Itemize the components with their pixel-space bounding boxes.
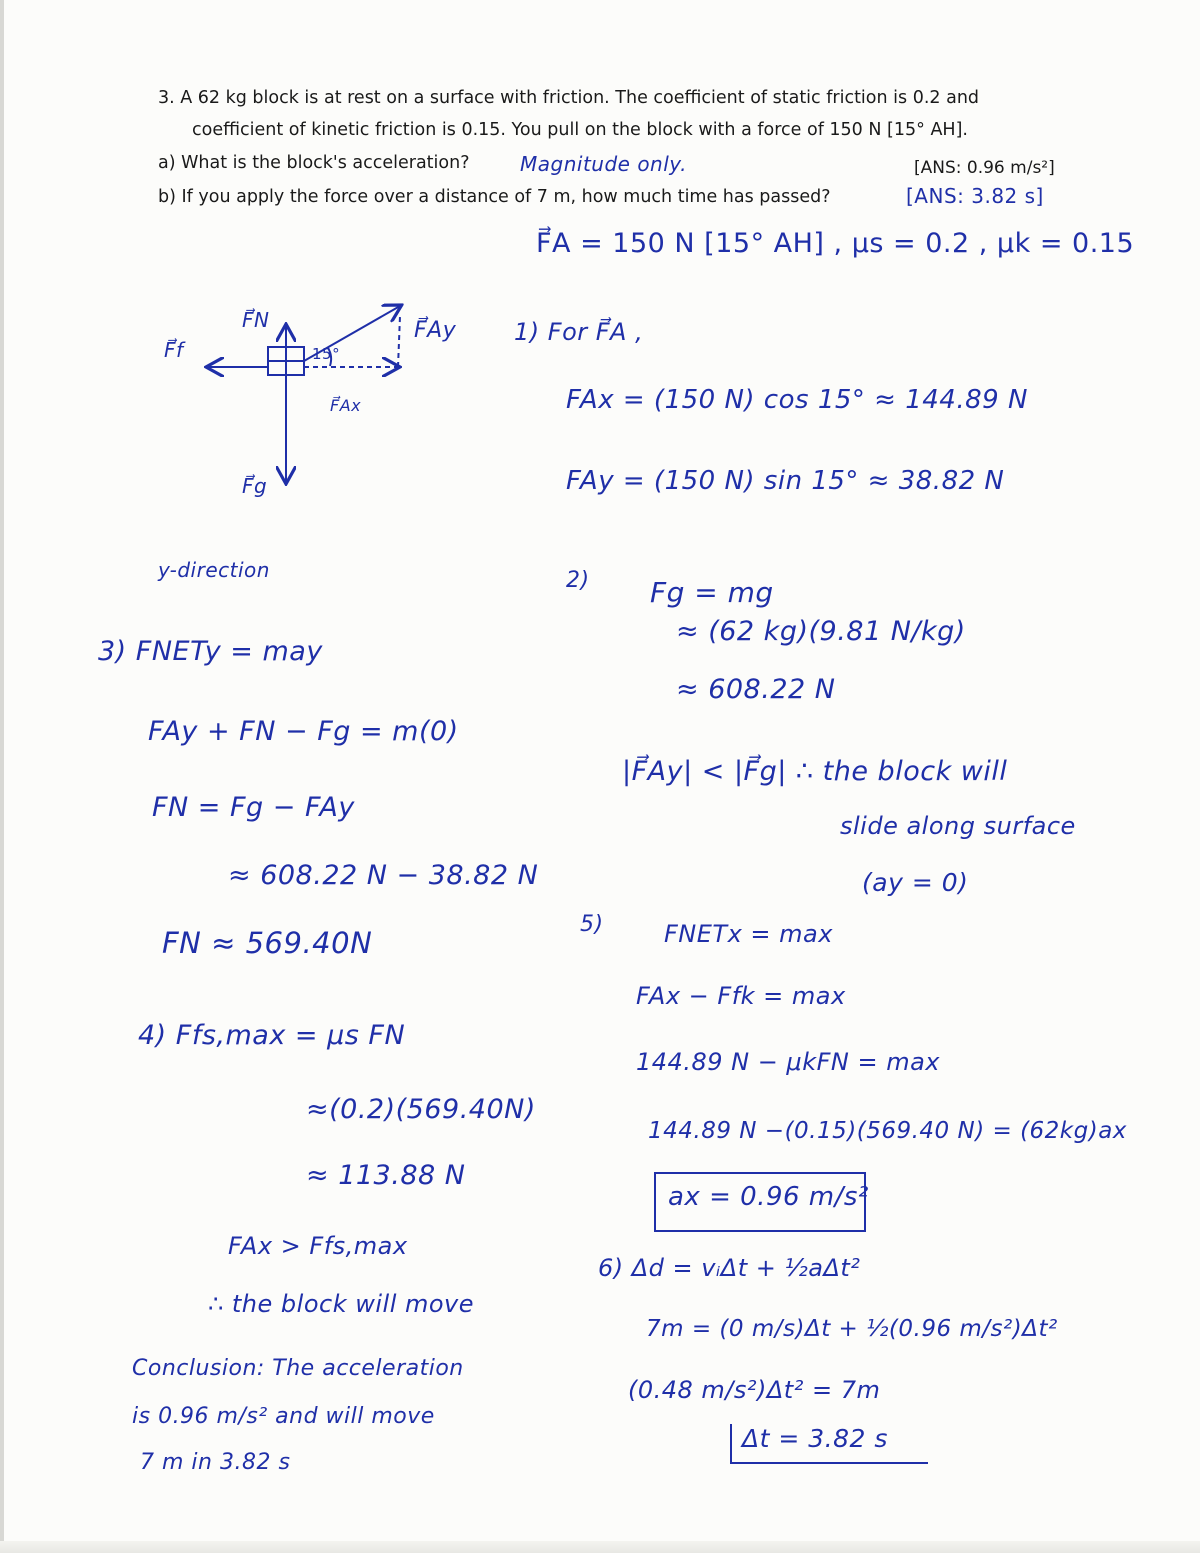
question-line-2: coefficient of kinetic friction is 0.15. You pull on the block with a force of 150 N [15° AH]. bbox=[192, 120, 968, 140]
step3-line-1: 3) FNETy = may bbox=[98, 636, 323, 667]
diagram-fg-label: F⃗g bbox=[242, 474, 268, 498]
question-line-1: 3. A 62 kg block is at rest on a surface with friction. The coefficient of static friction is 0.2 and bbox=[158, 88, 980, 108]
free-body-diagram bbox=[0, 0, 460, 520]
comparison-line-1: |F⃗Ay| < |F⃗g| ∴ the block will bbox=[622, 756, 1008, 787]
step3-line-4: ≈ 608.22 N − 38.82 N bbox=[228, 860, 539, 891]
comparison-line-2: slide along surface bbox=[840, 812, 1076, 840]
step2-line-3: ≈ 608.22 N bbox=[676, 674, 836, 705]
step3-line-5: FN ≈ 569.40N bbox=[162, 926, 373, 960]
step5-line-1: FNETx = max bbox=[664, 920, 833, 948]
step1-fay: FAy = (150 N) sin 15° ≈ 38.82 N bbox=[566, 466, 1005, 496]
step5-line-5: ax = 0.96 m/s² bbox=[668, 1182, 869, 1212]
part-a-note: Magnitude only. bbox=[520, 152, 687, 176]
step2-number: 2) bbox=[566, 568, 590, 593]
step5-line-2: FAx − Ffk = max bbox=[636, 982, 846, 1010]
part-b-answer: [ANS: 3.82 s] bbox=[906, 184, 1044, 208]
conclusion-line-2: is 0.96 m/s² and will move bbox=[132, 1404, 435, 1429]
step5-line-3: 144.89 N − μkFN = max bbox=[636, 1048, 941, 1076]
step4-line-1: 4) Ffs,max = μs FN bbox=[138, 1020, 406, 1051]
diagram-fax-label: F⃗Ax bbox=[330, 396, 362, 415]
diagram-fay-label: F⃗Ay bbox=[414, 318, 457, 343]
step6-line-4: Δt = 3.82 s bbox=[742, 1424, 888, 1453]
step6-line-1: 6) Δd = vᵢΔt + ½aΔt² bbox=[598, 1254, 861, 1282]
question-part-a: a) What is the block's acceleration? bbox=[158, 153, 470, 173]
step6-line-3: (0.48 m/s²)Δt² = 7m bbox=[628, 1376, 881, 1404]
step3-line-3: FN = Fg − FAy bbox=[152, 792, 355, 823]
step4-line-5: ∴ the block will move bbox=[208, 1290, 475, 1318]
diagram-ff-label: F⃗f bbox=[164, 338, 184, 362]
step2-line-2: ≈ (62 kg)(9.81 N/kg) bbox=[676, 616, 966, 647]
comparison-line-3: (ay = 0) bbox=[862, 868, 969, 897]
scan-bottom-edge bbox=[0, 1541, 1200, 1553]
part-a-answer: [ANS: 0.96 m/s²] bbox=[914, 158, 1055, 178]
step4-line-2: ≈(0.2)(569.40N) bbox=[306, 1094, 536, 1125]
conclusion-line-1: Conclusion: The acceleration bbox=[132, 1356, 464, 1381]
step5-line-4: 144.89 N −(0.15)(569.40 N) = (62kg)ax bbox=[648, 1118, 1127, 1144]
givens-line: F⃗A = 150 N [15° AH] , μs = 0.2 , μk = 0.15 bbox=[536, 228, 1135, 259]
y-direction-heading: y-direction bbox=[158, 558, 270, 582]
diagram-angle-label: 15° bbox=[312, 345, 341, 363]
conclusion-line-3: 7 m in 3.82 s bbox=[140, 1450, 291, 1475]
question-part-b: b) If you apply the force over a distance of 7 m, how much time has passed? bbox=[158, 187, 831, 207]
step4-line-3: ≈ 113.88 N bbox=[306, 1160, 466, 1191]
step1-heading: 1) For F⃗A , bbox=[514, 318, 644, 346]
step2-line-1: Fg = mg bbox=[650, 576, 774, 609]
step3-line-2: FAy + FN − Fg = m(0) bbox=[148, 716, 459, 747]
step5-number: 5) bbox=[580, 912, 604, 937]
step6-line-2: 7m = (0 m/s)Δt + ½(0.96 m/s²)Δt² bbox=[646, 1316, 1058, 1342]
step1-fax: FAx = (150 N) cos 15° ≈ 144.89 N bbox=[566, 385, 1028, 415]
step4-line-4: FAx > Ffs,max bbox=[228, 1232, 408, 1260]
diagram-fn-label: F⃗N bbox=[242, 308, 270, 332]
